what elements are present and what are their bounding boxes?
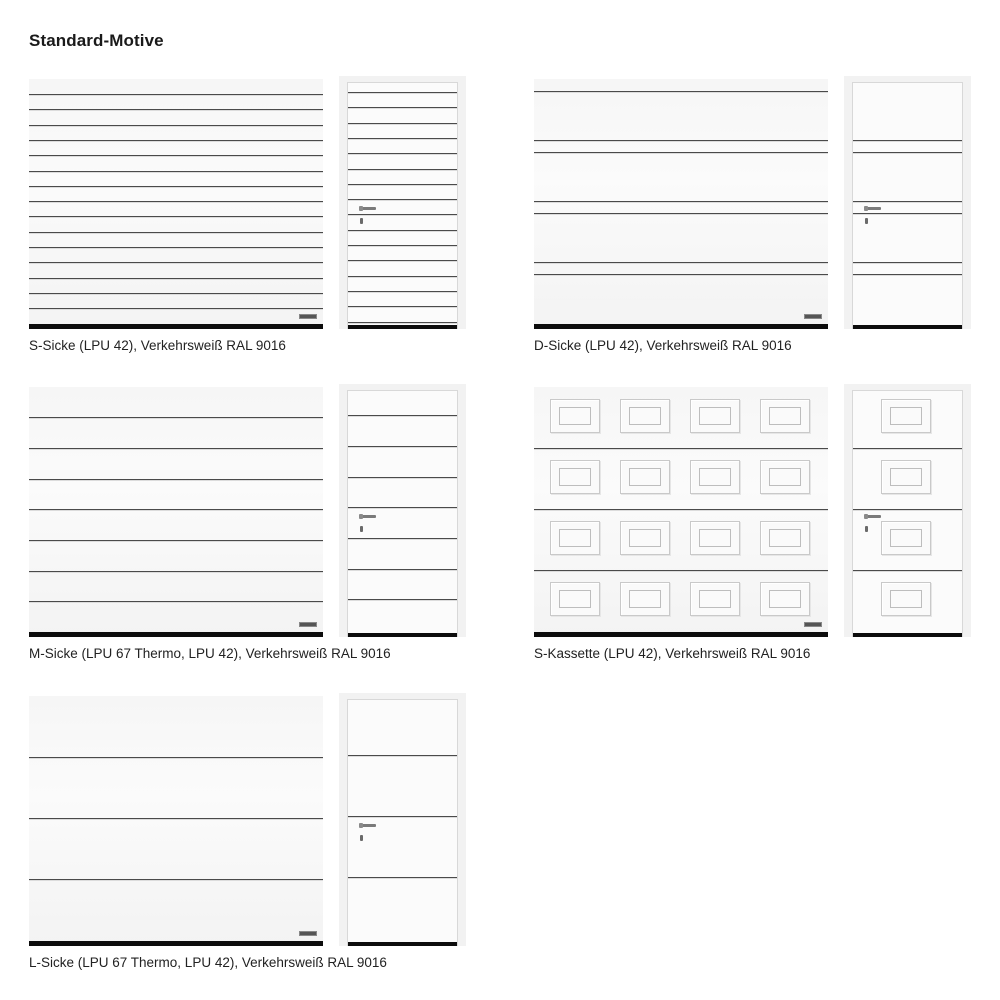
panel-groove [29, 109, 323, 111]
panel-groove [534, 448, 828, 450]
cassette-panel [550, 460, 600, 494]
cassette-panel [620, 399, 670, 433]
panel-groove [348, 169, 457, 171]
panel-groove [853, 274, 962, 276]
panel-groove [348, 123, 457, 125]
caption-d-sicke: D-Sicke (LPU 42), Verkehrsweiß RAL 9016 [534, 338, 792, 353]
panel-groove [348, 230, 457, 232]
brand-plate [299, 314, 317, 319]
panel-groove [29, 308, 323, 310]
side-door-m-sicke [339, 384, 466, 637]
garage-sill [29, 632, 323, 637]
panel-groove [348, 184, 457, 186]
caption-s-sicke: S-Sicke (LPU 42), Verkehrsweiß RAL 9016 [29, 338, 286, 353]
panel-groove [534, 152, 828, 154]
panel-groove [29, 879, 323, 881]
panel-groove [348, 214, 457, 216]
panel-groove [29, 186, 323, 188]
panel-groove [348, 877, 457, 879]
panel-groove [29, 601, 323, 603]
panel-groove [29, 94, 323, 96]
lock-cylinder [865, 526, 868, 532]
cassette-panel [550, 582, 600, 616]
brand-plate [804, 314, 822, 319]
motif-card-l-sicke [29, 696, 469, 986]
panel-groove [853, 448, 962, 450]
panel-groove [534, 213, 828, 215]
garage-door-m-sicke [29, 387, 323, 637]
panel-groove [29, 571, 323, 573]
cassette-panel [881, 399, 931, 433]
lock-cylinder [865, 218, 868, 224]
panel-groove [29, 247, 323, 249]
lock-cylinder [360, 218, 363, 224]
panel-groove [29, 155, 323, 157]
panel-groove [348, 276, 457, 278]
panel-groove [29, 125, 323, 127]
cassette-panel [760, 582, 810, 616]
lock-cylinder [360, 526, 363, 532]
garage-sill [534, 324, 828, 329]
panel-groove [29, 818, 323, 820]
caption-m-sicke: M-Sicke (LPU 67 Thermo, LPU 42), Verkehrsweiß RAL 9016 [29, 646, 391, 661]
panel-groove [29, 171, 323, 173]
panel-groove [853, 262, 962, 264]
caption-s-kassette: S-Kassette (LPU 42), Verkehrsweiß RAL 9016 [534, 646, 811, 661]
panel-groove [348, 507, 457, 509]
cassette-panel [760, 521, 810, 555]
cassette-panel [620, 521, 670, 555]
panel-groove [853, 509, 962, 511]
motif-card-d-sicke [534, 79, 974, 369]
brand-plate [299, 622, 317, 627]
panel-groove [29, 509, 323, 511]
door-leaf [347, 390, 458, 637]
cassette-panel [690, 582, 740, 616]
motif-card-s-sicke [29, 79, 469, 369]
cassette-panel [550, 399, 600, 433]
panel-groove [853, 201, 962, 203]
page-title: Standard-Motive [29, 31, 164, 50]
side-door-s-sicke [339, 76, 466, 329]
door-leaf [347, 82, 458, 329]
cassette-panel [760, 399, 810, 433]
panel-groove [348, 153, 457, 155]
panel-groove [348, 599, 457, 601]
door-leaf [347, 699, 458, 946]
panel-groove [348, 138, 457, 140]
panel-groove [348, 816, 457, 818]
side-door-d-sicke [844, 76, 971, 329]
panel-groove [534, 262, 828, 264]
garage-door-d-sicke [534, 79, 828, 329]
door-sill [348, 325, 457, 329]
door-sill [853, 325, 962, 329]
panel-groove [534, 91, 828, 93]
panel-groove [534, 201, 828, 203]
door-sill [853, 633, 962, 637]
panel-groove [29, 262, 323, 264]
garage-sill [29, 324, 323, 329]
panel-groove [29, 757, 323, 759]
panel-groove [348, 107, 457, 109]
panel-groove [348, 477, 457, 479]
door-sill [348, 633, 457, 637]
panel-groove [348, 538, 457, 540]
panel-groove [29, 140, 323, 142]
door-leaf [852, 390, 963, 637]
brand-plate [804, 622, 822, 627]
side-door-s-kassette [844, 384, 971, 637]
panel-groove [29, 479, 323, 481]
panel-groove [348, 245, 457, 247]
cassette-panel [881, 521, 931, 555]
door-sill [348, 942, 457, 946]
handle-rose [359, 823, 363, 828]
cassette-panel [690, 460, 740, 494]
panel-groove [29, 540, 323, 542]
panel-groove [348, 755, 457, 757]
garage-sill [29, 941, 323, 946]
panel-groove [348, 291, 457, 293]
cassette-panel [881, 460, 931, 494]
panel-groove [348, 415, 457, 417]
panel-groove [534, 509, 828, 511]
panel-groove [348, 569, 457, 571]
panel-groove [29, 216, 323, 218]
panel-groove [534, 274, 828, 276]
cassette-panel [620, 582, 670, 616]
panel-groove [29, 278, 323, 280]
handle-rose [359, 206, 363, 211]
panel-groove [348, 260, 457, 262]
panel-groove [348, 446, 457, 448]
panel-groove [853, 140, 962, 142]
handle-rose [359, 514, 363, 519]
garage-door-s-kassette [534, 387, 828, 637]
panel-groove [29, 232, 323, 234]
panel-groove [348, 199, 457, 201]
cassette-panel [760, 460, 810, 494]
side-door-l-sicke [339, 693, 466, 946]
brand-plate [299, 931, 317, 936]
panel-groove [348, 322, 457, 324]
panel-groove [853, 570, 962, 572]
panel-groove [29, 293, 323, 295]
panel-groove [534, 570, 828, 572]
panel-groove [348, 306, 457, 308]
panel-groove [29, 448, 323, 450]
handle-rose [864, 206, 868, 211]
cassette-panel [690, 399, 740, 433]
cassette-panel [620, 460, 670, 494]
garage-door-s-sicke [29, 79, 323, 329]
panel-groove [29, 417, 323, 419]
motif-card-s-kassette [534, 387, 974, 677]
panel-groove [348, 92, 457, 94]
caption-l-sicke: L-Sicke (LPU 67 Thermo, LPU 42), Verkehrsweiß RAL 9016 [29, 955, 387, 970]
cassette-panel [881, 582, 931, 616]
panel-groove [29, 201, 323, 203]
handle-rose [864, 514, 868, 519]
panel-groove [853, 213, 962, 215]
garage-sill [534, 632, 828, 637]
lock-cylinder [360, 835, 363, 841]
panel-groove [853, 152, 962, 154]
motif-card-m-sicke [29, 387, 469, 677]
panel-groove [534, 140, 828, 142]
cassette-panel [550, 521, 600, 555]
door-leaf [852, 82, 963, 329]
cassette-panel [690, 521, 740, 555]
garage-door-l-sicke [29, 696, 323, 946]
